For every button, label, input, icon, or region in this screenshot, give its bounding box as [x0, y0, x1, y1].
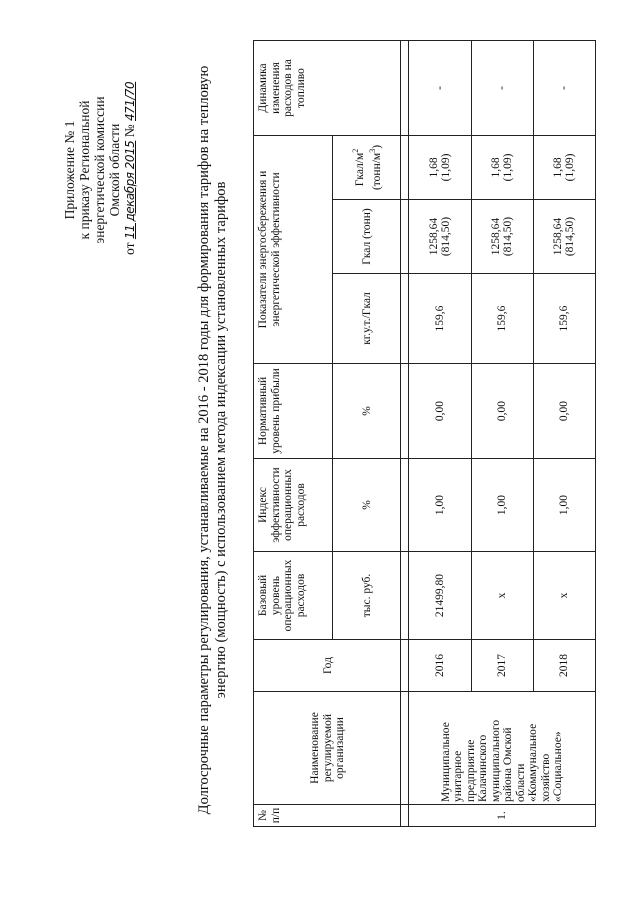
cell-year: 2016: [409, 640, 471, 692]
cell-profit: 0,00: [533, 364, 595, 459]
unit-index: %: [333, 459, 401, 552]
cell-energy-3: 1,68 (1,09): [409, 135, 471, 199]
header-org: Наименование регулируемой организации: [254, 692, 401, 805]
annex-commission-line: энергетической комиссии: [92, 96, 107, 244]
cell-energy-1: 159,6: [471, 274, 533, 364]
annex-region-line: Омской области: [107, 123, 122, 217]
annex-title: Приложение № 1: [62, 120, 77, 220]
cell-energy-2: 1258,64 (814,50): [533, 200, 595, 274]
row-number: 1.: [409, 805, 596, 827]
title-line-1: Долгосрочные параметры регулирования, устанавливаемые на 2016 - 2018 годы для формирования тарифов на тепловую: [196, 65, 212, 815]
header-fuel: Динамика изменения расходов на топливо: [254, 40, 401, 135]
unit-energy-3: Гкал/$м^2$ $(тонн/м^3)$: [333, 135, 401, 199]
annex-date-line: [122, 81, 138, 255]
cell-base: х: [471, 552, 533, 640]
title-line-2: энергию (мощность) с использованием метода индексации установленных тарифов: [213, 181, 229, 699]
cell-fuel: -: [471, 40, 533, 135]
cell-energy-2: 1258,64 (814,50): [471, 200, 533, 274]
annex-header: [62, 81, 138, 255]
cell-energy-1: 159,6: [533, 274, 595, 364]
header-year: Год: [254, 640, 401, 692]
unit-profit: %: [333, 364, 401, 459]
unit-base: тыс. руб.: [333, 552, 401, 640]
header-base: Базовый уровень операционных расходов: [254, 552, 333, 640]
document-title: [196, 45, 230, 835]
cell-energy-3: 1,68 (1,09): [533, 135, 595, 199]
annex-order-line: к приказу Региональной: [77, 100, 92, 240]
organization-name: Муниципальное унитарное предприятие Калачинского муниципального района Омской области «Коммунальное хозяйство «Социальное»: [409, 692, 596, 805]
table-row: [409, 40, 471, 826]
cell-index: 1,00: [533, 459, 595, 552]
header-energy: Показатели энергосбережения и энергетической эффективности: [254, 135, 333, 363]
header-num: № п/п: [254, 805, 401, 827]
cell-base: х: [533, 552, 595, 640]
cell-profit: 0,00: [409, 364, 471, 459]
table-header-row: [254, 40, 333, 826]
cell-year: 2018: [533, 640, 595, 692]
parameters-table: [253, 40, 596, 827]
cell-profit: 0,00: [471, 364, 533, 459]
header-profit: Нормативный уровень прибыли: [254, 364, 333, 459]
cell-index: 1,00: [409, 459, 471, 552]
handwritten-number: 471/70: [123, 81, 137, 122]
cell-base: 21499,80: [409, 552, 471, 640]
annex-from: от: [122, 242, 137, 255]
header-index: Индекс эффективности операционных расходов: [254, 459, 333, 552]
cell-fuel: -: [409, 40, 471, 135]
unit-energy-2: Гкал (тонн): [333, 200, 401, 274]
cell-fuel: -: [533, 40, 595, 135]
cell-energy-1: 159,6: [409, 274, 471, 364]
cell-index: 1,00: [471, 459, 533, 552]
table-spacer-row: [401, 40, 409, 826]
annex-number-label: №: [122, 124, 137, 138]
cell-energy-2: 1258,64 (814,50): [409, 200, 471, 274]
cell-energy-3: 1,68 (1,09): [471, 135, 533, 199]
handwritten-date: 11 декабря 2015: [123, 140, 137, 240]
unit-energy-1: кг.у.т./Гкал: [333, 274, 401, 364]
cell-year: 2017: [471, 640, 533, 692]
